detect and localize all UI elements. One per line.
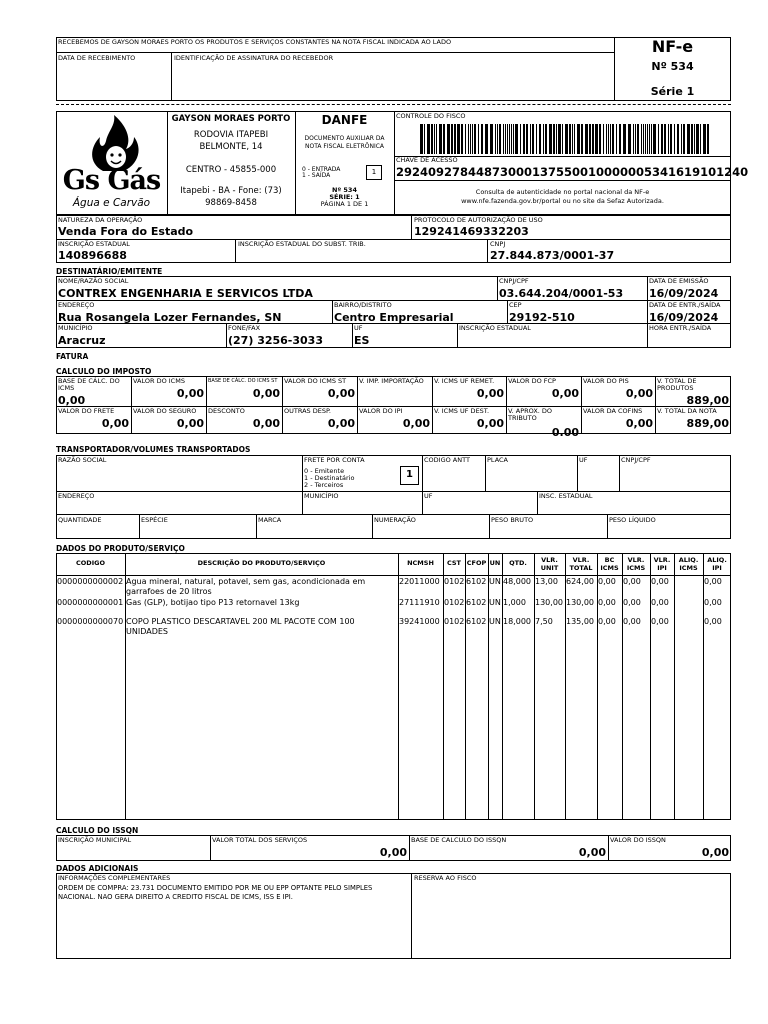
product-cell-3: 0102: [444, 598, 464, 607]
carrier-uf2-label: UF: [424, 492, 433, 500]
product-cell-9: 0,00: [598, 617, 616, 626]
barcode-bar: [658, 124, 659, 154]
tax-row2-label-7: VALOR DA COFINS: [583, 407, 643, 415]
nature-label: NATUREZA DA OPERAÇÃO: [58, 216, 143, 224]
barcode-bar: [478, 124, 479, 154]
barcode-bar: [670, 124, 672, 154]
product-cell-8: 135,00: [566, 617, 594, 626]
barcode-bar: [530, 124, 531, 154]
issqn-section-title: CALCULO DO ISSQN: [56, 826, 139, 835]
barcode-bar: [612, 124, 614, 154]
tax-row1-value-7: 0,00: [625, 387, 653, 400]
barcode-bar: [681, 124, 682, 154]
barcode-bar: [608, 124, 609, 154]
barcode-bar: [497, 124, 498, 154]
tax-row2-label-8: V. TOTAL DA NOTA: [657, 407, 717, 415]
product-cell-0: 0000000000001: [57, 598, 124, 607]
barcode-bar: [539, 124, 541, 154]
barcode-bar: [499, 124, 501, 154]
product-cell-11: 0,00: [651, 598, 669, 607]
barcode-bar: [703, 124, 706, 154]
product-header-4: CFOP: [466, 559, 487, 567]
barcode-bar: [511, 124, 512, 154]
recipient-city-label: MUNICÍPIO: [58, 324, 93, 332]
product-header-0: CODIGO: [76, 559, 105, 567]
product-cell-13: 0,00: [704, 577, 722, 586]
product-header-9: BC ICMS: [600, 556, 619, 572]
product-header-8: VLR. TOTAL: [569, 556, 593, 572]
recipient-section-title: DESTINATÁRIO/EMITENTE: [56, 267, 163, 276]
nfe-series: Série 1: [650, 85, 695, 98]
tax-row1-label-1: VALOR DO ICMS: [133, 377, 185, 385]
issqn-value-label: VALOR DO ISSQN: [610, 836, 666, 844]
product-cell-1: Agua mineral, natural, potavel, sem gas, acondicionada em garrafoes de 20 litros: [126, 577, 366, 596]
product-cell-11: 0,00: [651, 577, 669, 586]
tax-row1-value-3: 0,00: [327, 387, 355, 400]
barcode-bar: [633, 124, 634, 154]
cnpj-label: CNPJ: [490, 240, 506, 248]
barcode-bar: [647, 124, 648, 154]
barcode-bar: [677, 124, 679, 154]
recipient-cnpj: 03.644.204/0001-53: [499, 287, 624, 300]
recipient-cep-label: CEP: [509, 301, 522, 309]
cnpj-value: 27.844.873/0001-37: [490, 249, 615, 262]
product-cell-3: 0102: [444, 577, 464, 586]
barcode-bar: [505, 124, 506, 154]
barcode-bar: [599, 124, 601, 154]
tax-row1-value-5: 0,00: [476, 387, 504, 400]
tax-row2-value-7: 0,00: [625, 417, 653, 430]
additional-info-label: INFORMAÇÕES COMPLEMENTARES: [58, 874, 171, 882]
barcode-bar: [668, 124, 669, 154]
barcode-bar: [439, 124, 442, 154]
issuer-name: GAYSON MORAES PORTO: [171, 114, 291, 124]
barcode-bar: [691, 124, 693, 154]
recipient-city: Aracruz: [58, 334, 106, 347]
barcode-bar: [562, 124, 563, 154]
tax-row2-value-0: 0,00: [101, 417, 129, 430]
barcode-bar: [507, 124, 508, 154]
barcode-bar: [664, 124, 666, 154]
barcode-bar: [653, 124, 656, 154]
transport-box: [56, 455, 731, 539]
tax-row2-value-5: 0,00: [476, 417, 504, 430]
issuer-district: CENTRO - 45855-000: [185, 165, 277, 175]
issuer-address2: BELMONTE, 14: [199, 142, 263, 152]
logo-sub-text: Água e Carvão: [72, 197, 151, 209]
product-cell-9: 0,00: [598, 598, 616, 607]
barcode-bar: [589, 124, 591, 154]
barcode-bar: [619, 124, 621, 154]
product-cell-10: 0,00: [623, 577, 641, 586]
issqn-value: 0,00: [701, 846, 729, 859]
protocol-label: PROTOCOLO DE AUTORIZAÇÃO DE USO: [414, 216, 543, 224]
danfe-series: SÉRIE: 1: [329, 193, 360, 201]
product-header-3: CST: [446, 559, 461, 567]
receipt-statement: RECEBEMOS DE GAYSON MORAES PORTO OS PRODUTOS E SERVIÇOS CONSTANTES NA NOTA FISCAL INDICADA AO LADO: [58, 38, 452, 46]
product-cell-4: 6102: [466, 598, 487, 607]
issuer-phone2: 98869-8458: [205, 198, 257, 208]
tax-row1-label-0: BASE DE CÁLC. DO ICMS: [58, 377, 120, 392]
product-cell-6: 48,000: [503, 577, 531, 586]
ie-st-label: INSCRIÇÃO ESTADUAL DO SUBST. TRIB.: [238, 240, 366, 248]
issqn-services-value: 0,00: [379, 846, 407, 859]
barcode-bar: [641, 124, 642, 154]
issuer-address1: RODOVIA ITAPEBI: [193, 130, 269, 140]
product-cell-10: 0,00: [623, 598, 641, 607]
additional-info: ORDEM DE COMPRA: 23.731 DOCUMENTO EMITIDO POR ME OU EPP OPTANTE PELO SIMPLES NACIONAL. NAO GERA DIREITO A CREDITO FISCAL DE ICMS, ISS E IPI.: [58, 884, 373, 901]
recipient-uf: ES: [354, 334, 370, 347]
barcode-bar: [595, 124, 598, 154]
barcode-bar: [465, 124, 466, 154]
barcode-bar: [643, 124, 644, 154]
barcode-bar: [610, 124, 611, 154]
product-cell-6: 18,000: [503, 617, 531, 626]
product-cell-1: COPO PLASTICO DESCARTAVEL 200 ML PACOTE COM 100 UNIDADES: [126, 617, 355, 636]
issqn-base-label: BASE DE CALCULO DO ISSQN: [411, 836, 507, 844]
cut-line: [56, 104, 731, 105]
product-cell-0: 0000000000070: [57, 617, 124, 626]
carrier-city-label: MUNICÍPIO: [304, 492, 339, 500]
product-header-2: NCMSH: [407, 559, 434, 567]
exit-time-label: HORA ENTR./SAÍDA: [649, 324, 712, 332]
tax-row1-value-6: 0,00: [551, 387, 579, 400]
product-cell-5: UN: [489, 577, 501, 586]
barcode-bar: [545, 124, 547, 154]
issqn-base-value: 0,00: [578, 846, 606, 859]
barcode-bar: [558, 124, 561, 154]
issuer-city-phone: Itapebi - BA - Fone: (73): [180, 186, 282, 196]
logo-main-text: Gs Gás: [62, 165, 161, 196]
barcode-bar: [424, 124, 425, 154]
barcode-bar: [645, 124, 646, 154]
control-label: CONTROLE DO FISCO: [396, 112, 466, 120]
transport-section-title: TRANSPORTADOR/VOLUMES TRANSPORTADOS: [56, 445, 251, 454]
barcode-bar: [481, 124, 483, 154]
barcode-bar: [616, 124, 617, 154]
product-cell-4: 6102: [466, 577, 487, 586]
receipt-date-label: DATA DE RECEBIMENTO: [58, 54, 136, 62]
barcode-bar: [707, 124, 709, 154]
barcode-bar: [553, 124, 555, 154]
nfe-title: NF-e: [651, 37, 694, 56]
tax-row2-label-5: V. ICMS UF DEST.: [434, 407, 490, 415]
tax-row1-value-1: 0,00: [176, 387, 204, 400]
danfe-saida: 1 - SAÍDA: [302, 172, 331, 179]
recipient-district: Centro Empresarial: [334, 311, 454, 324]
tax-row2-label-2: DESCONTO: [208, 407, 245, 415]
product-cell-8: 130,00: [566, 598, 594, 607]
barcode-bar: [694, 124, 695, 154]
product-cell-13: 0,00: [704, 598, 722, 607]
product-header-6: QTD.: [509, 559, 527, 567]
tax-row1-label-4: V. IMP. IMPORTAÇÃO: [359, 377, 424, 385]
tax-row2-label-3: OUTRAS DESP.: [284, 407, 331, 415]
exit-date-value: 16/09/2024: [649, 311, 719, 324]
barcode-bar: [549, 124, 552, 154]
gross-weight-label: PESO BRUTO: [491, 516, 534, 524]
barcode-bar: [700, 124, 701, 154]
recipient-address-label: ENDEREÇO: [58, 301, 95, 309]
carrier-name-label: RAZÃO SOCIAL: [58, 456, 107, 464]
barcode-bar: [556, 124, 557, 154]
net-weight-label: PESO LÍQUIDO: [609, 516, 656, 524]
carrier-address-label: ENDEREÇO: [58, 492, 95, 500]
danfe-entrada: 0 - ENTRADA: [302, 166, 341, 173]
consult-line2: www.nfe.fazenda.gov.br/portal ou no site da Sefaz Autorizada.: [461, 197, 664, 205]
tax-row2-label-0: VALOR DO FRETE: [58, 407, 115, 415]
tax-row1-value-8: 889,00: [686, 394, 729, 407]
volume-species-label: ESPÉCIE: [141, 516, 168, 524]
product-cell-7: 13,00: [535, 577, 558, 586]
tax-row1-label-6: VALOR DO FCP: [508, 377, 556, 385]
volume-qty-label: QUANTIDADE: [58, 516, 102, 524]
company-logo: [58, 113, 165, 213]
freight-option-1: 1 - Destinatário: [304, 474, 355, 482]
tax-row2-value-2: 0,00: [252, 417, 280, 430]
nature-value: Venda Fora do Estado: [58, 225, 194, 238]
barcode-bar: [683, 124, 685, 154]
product-cell-3: 0102: [444, 617, 464, 626]
barcode-bar: [606, 124, 607, 154]
fatura-section-title: FATURA: [56, 352, 89, 361]
products-section-title: DADOS DO PRODUTO/SERVIÇO: [56, 544, 185, 553]
product-header-5: UN: [489, 559, 501, 567]
tax-row2-value-3: 0,00: [327, 417, 355, 430]
freight-value: 1: [406, 469, 413, 480]
product-header-11: VLR. IPI: [653, 556, 671, 572]
carrier-cnpj-label: CNPJ/CPF: [621, 456, 651, 464]
barcode-bar: [526, 124, 528, 154]
tax-row1-label-5: V. ICMS UF REMET.: [434, 377, 495, 385]
barcode-bar: [515, 124, 518, 154]
barcode-bar: [696, 124, 699, 154]
product-cell-4: 6102: [466, 617, 487, 626]
recipient-phone: (27) 3256-3033: [228, 334, 323, 347]
product-header-1: DESCRIÇÃO DO PRODUTO/SERVIÇO: [197, 559, 326, 567]
danfe-type-value: 1: [371, 168, 377, 176]
barcode-bar: [577, 124, 580, 154]
reserve-label: RESERVA AO FISCO: [414, 874, 477, 882]
product-cell-0: 0000000000002: [57, 577, 124, 586]
barcode-bar: [451, 124, 453, 154]
barcode-bar: [468, 124, 469, 154]
recipient-name-label: NOME/RAZÃO SOCIAL: [58, 277, 129, 285]
danfe-page: PÁGINA 1 DE 1: [320, 200, 369, 208]
tax-row2-value-4: 0,00: [402, 417, 430, 430]
volume-numbering-label: NUMERAÇÃO: [374, 516, 416, 524]
barcode-bar: [603, 124, 604, 154]
barcode-bar: [436, 124, 437, 154]
product-cell-6: 1,000: [503, 598, 526, 607]
product-header-12: ALIQ. ICMS: [678, 556, 699, 572]
barcode-bar: [454, 124, 456, 154]
barcode-bar: [687, 124, 690, 154]
product-cell-9: 0,00: [598, 577, 616, 586]
exit-date-label: DATA DE ENTR./SAÍDA: [649, 301, 721, 309]
volume-brand-label: MARCA: [258, 516, 282, 524]
danfe-title: DANFE: [321, 113, 368, 127]
barcode-bar: [565, 124, 568, 154]
barcode-bar: [581, 124, 583, 154]
tax-row1-label-3: VALOR DO ICMS ST: [284, 377, 347, 385]
recipient-uf-label: UF: [354, 324, 363, 332]
barcode-bar: [628, 124, 631, 154]
danfe-number: Nº 534: [332, 186, 357, 194]
product-cell-10: 0,00: [623, 617, 641, 626]
product-cell-1: Gas (GLP), botijao tipo P13 retornavel 13kg: [126, 598, 300, 607]
carrier-uf-label: UF: [579, 456, 588, 464]
tax-row2-value-1: 0,00: [176, 417, 204, 430]
barcode-bar: [420, 124, 423, 154]
product-cell-7: 130,00: [535, 598, 563, 607]
tax-row1-label-7: VALOR DO PIS: [583, 377, 629, 385]
tax-row1-label-2: BASE DE CÁLC. DO ICMS ST: [208, 378, 278, 384]
barcode-bar: [649, 124, 650, 154]
barcode-bar: [592, 124, 594, 154]
additional-section-title: DADOS ADICIONAIS: [56, 864, 139, 873]
protocol-value: 129241469332203: [414, 225, 529, 238]
barcode-bar: [574, 124, 575, 154]
danfe-subtitle: DOCUMENTO AUXILIAR DA NOTA FISCAL ELETRÔNICA: [304, 135, 385, 150]
barcode-bar: [637, 124, 639, 154]
product-cell-5: UN: [489, 617, 501, 626]
product-cell-11: 0,00: [651, 617, 669, 626]
plate-label: PLACA: [487, 456, 509, 464]
access-key: 29240927844873000137550010000005341619101240: [396, 165, 749, 179]
freight-label: FRETE POR CONTA: [304, 456, 365, 464]
issqn-services-label: VALOR TOTAL DOS SERVIÇOS: [212, 836, 308, 844]
barcode-bar: [585, 124, 588, 154]
access-key-label: CHAVE DE ACESSO: [396, 156, 458, 164]
tax-row2-label-1: VALOR DO SEGURO: [133, 407, 197, 415]
barcode-bar: [674, 124, 675, 154]
recipient-phone-label: FONE/FAX: [228, 324, 261, 332]
barcode-bar: [520, 124, 521, 154]
tax-row2-label-4: VALOR DO IPI: [359, 407, 403, 415]
recipient-ie-label: INSCRIÇÃO ESTADUAL: [459, 324, 531, 332]
barcode-bar: [532, 124, 534, 154]
tax-row1-value-2: 0,00: [252, 387, 280, 400]
receipt-signature-label: IDENTIFICAÇÃO DE ASSINATURA DO RECEBEDOR: [174, 54, 334, 62]
barcode-bar: [651, 124, 652, 154]
barcode-bar: [485, 124, 488, 154]
recipient-cnpj-label: CNPJ/CPF: [499, 277, 529, 285]
product-cell-5: UN: [489, 598, 501, 607]
tax-row2-value-8: 889,00: [686, 417, 729, 430]
tax-row1-value-0: 0,00: [58, 394, 86, 407]
freight-option-2: 2 - Terceiros: [304, 481, 344, 489]
barcode-bar: [447, 124, 450, 154]
antt-label: CODIGO ANTT: [424, 456, 470, 464]
tax-row2-label-6: V. APROX. DO TRIBUTO: [508, 407, 553, 422]
nfe-number: Nº 534: [651, 60, 694, 73]
barcode-bar: [472, 124, 473, 154]
product-cell-8: 624,00: [566, 577, 594, 586]
barcode-bar: [513, 124, 514, 154]
barcode-bar: [470, 124, 471, 154]
ie-label: INSCRIÇÃO ESTADUAL: [58, 240, 130, 248]
recipient-cep: 29192-510: [509, 311, 575, 324]
product-header-10: VLR. ICMS: [626, 556, 646, 572]
barcode-bar: [623, 124, 626, 154]
barcode-bar: [431, 124, 433, 154]
recipient-district-label: BAIRRO/DISTRITO: [334, 301, 392, 309]
emission-label: DATA DE EMISSÃO: [649, 277, 709, 285]
tax-section-title: CALCULO DO IMPOSTO: [56, 367, 152, 376]
carrier-ie-label: INSC. ESTADUAL: [539, 492, 593, 500]
freight-option-0: 0 - Emitente: [304, 467, 345, 475]
product-cell-13: 0,00: [704, 617, 722, 626]
product-cell-2: 27111910: [399, 598, 440, 607]
barcode-bar: [661, 124, 663, 154]
barcode-bar: [474, 124, 476, 154]
barcode-bar: [536, 124, 537, 154]
barcode-bar: [503, 124, 504, 154]
barcode-bar: [490, 124, 493, 154]
barcode-bar: [523, 124, 525, 154]
consult-line1: Consulta de autenticidade no portal nacional da NF-e: [475, 188, 650, 196]
ie-value: 140896688: [58, 249, 127, 262]
barcode-bar: [495, 124, 496, 154]
product-cell-2: 39241000: [399, 617, 440, 626]
barcode-bar: [572, 124, 573, 154]
barcode-bar: [434, 124, 435, 154]
barcode-bar: [509, 124, 510, 154]
barcode-bar: [457, 124, 460, 154]
emission-value: 16/09/2024: [649, 287, 719, 300]
barcode-bar: [569, 124, 571, 154]
barcode-bar: [443, 124, 445, 154]
recipient-name: CONTREX ENGENHARIA E SERVICOS LTDA: [58, 287, 313, 300]
product-cell-7: 7,50: [535, 617, 553, 626]
product-header-7: VLR. UNIT: [540, 556, 559, 572]
tax-row2-value-6: 0.00: [551, 426, 579, 439]
barcode-bar: [543, 124, 544, 154]
tax-row1-label-8: V. TOTAL DE PRODUTOS: [657, 377, 697, 392]
barcode: [420, 124, 710, 154]
barcode-bar: [461, 124, 463, 154]
issqn-im-label: INSCRIÇÃO MUNICIPAL: [58, 836, 132, 844]
recipient-address: Rua Rosangela Lozer Fernandes, SN: [58, 311, 282, 324]
product-cell-2: 22011000: [399, 577, 440, 586]
product-header-13: ALIQ. IPI: [707, 556, 727, 572]
barcode-bar: [635, 124, 636, 154]
barcode-bar: [427, 124, 430, 154]
